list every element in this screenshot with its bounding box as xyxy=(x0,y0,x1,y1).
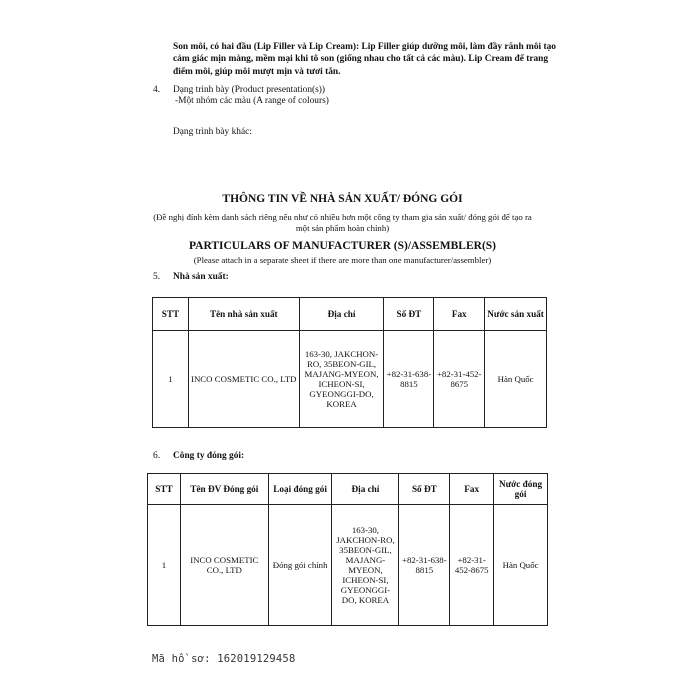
table-row xyxy=(148,505,548,626)
cell-stt: 1 xyxy=(148,505,181,626)
col-stt: STT xyxy=(148,474,181,505)
record-code: Mã hồ sơ: 162019129458 xyxy=(152,653,296,665)
col-phone: Số ĐT xyxy=(384,298,434,331)
item-4-presentation xyxy=(153,84,325,96)
table-row xyxy=(153,331,547,428)
table-header-row xyxy=(153,298,547,331)
col-packager-name: Tên ĐV Đóng gói xyxy=(180,474,268,505)
cell-country: Hàn Quốc xyxy=(485,331,547,428)
cell-address: 163-30, JAKCHON-RO, 35BEON-GIL, MAJANG-MYEON, ICHEON-SI, GYEONGGI-DO, KOREA xyxy=(332,505,399,626)
section-5-title: Nhà sản xuất: xyxy=(173,272,229,282)
section-6-label xyxy=(153,451,244,461)
packager-table xyxy=(147,473,548,626)
cell-packaging-type: Đóng gói chính xyxy=(268,505,332,626)
col-fax: Fax xyxy=(434,298,485,331)
col-fax: Fax xyxy=(450,474,494,505)
manufacturer-table xyxy=(152,297,547,428)
manufacturer-note-en: (Please attach in a separate sheet if there are more than one manufacturer/assembler) xyxy=(193,255,492,265)
manufacturer-note-vi: (Đề nghị đính kèm danh sách riêng nếu như có nhiều hơn một công ty tham gia sản xuất/ đóng gói để tạo ra một sản phẩm hoàn chỉnh) xyxy=(153,212,532,234)
col-address: Địa chỉ xyxy=(332,474,399,505)
cell-packager-name: INCO COSMETIC CO., LTD xyxy=(180,505,268,626)
cell-manufacturer-name: INCO COSMETIC CO., LTD xyxy=(188,331,299,428)
cell-fax: +82-31-452-8675 xyxy=(450,505,494,626)
item-4-number: 4. xyxy=(153,85,161,95)
cell-phone: +82-31-638-8815 xyxy=(399,505,450,626)
col-phone: Số ĐT xyxy=(399,474,450,505)
cell-phone: +82-31-638-8815 xyxy=(384,331,434,428)
col-address: Địa chỉ xyxy=(299,298,384,331)
item-4-title: Dạng trình bày (Product presentation(s)) xyxy=(173,85,326,95)
col-country: Nước đóng gói xyxy=(494,474,548,505)
section-6-number: 6. xyxy=(153,451,161,461)
section-5-label xyxy=(153,272,229,282)
cell-country: Hàn Quốc xyxy=(494,505,548,626)
manufacturer-heading-vi: THÔNG TIN VỀ NHÀ SẢN XUẤT/ ĐÓNG GÓI xyxy=(222,193,463,205)
col-stt: STT xyxy=(153,298,189,331)
col-packaging-type: Loại đóng gói xyxy=(268,474,332,505)
cell-fax: +82-31-452-8675 xyxy=(434,331,485,428)
product-description: Son môi, có hai đầu (Lip Filler và Lip Cream): Lip Filler giúp dưỡng môi, làm đầy rãnh môi tạo cảm giác mịn màng, mềm mại khi tô son (giống nhau cho tất cả các màu). Lip Cream để trang điểm môi, giúp môi mượt mịn và tươi tắn. xyxy=(173,42,556,77)
col-manufacturer-name: Tên nhà sản xuất xyxy=(188,298,299,331)
item-4-range: -Một nhóm các màu (A range of colours) xyxy=(175,96,329,106)
cell-address: 163-30, JAKCHON-RO, 35BEON-GIL, MAJANG-MYEON, ICHEON-SI, GYEONGGI-DO, KOREA xyxy=(299,331,384,428)
section-6-title: Công ty đóng gói: xyxy=(173,451,245,461)
table-header-row xyxy=(148,474,548,505)
cell-stt: 1 xyxy=(153,331,189,428)
col-country: Nước sản xuất xyxy=(485,298,547,331)
other-presentation-label: Dạng trình bày khác: xyxy=(173,127,252,137)
manufacturer-heading-en: PARTICULARS OF MANUFACTURER (S)/ASSEMBLER(S) xyxy=(188,240,497,252)
section-5-number: 5. xyxy=(153,272,161,282)
